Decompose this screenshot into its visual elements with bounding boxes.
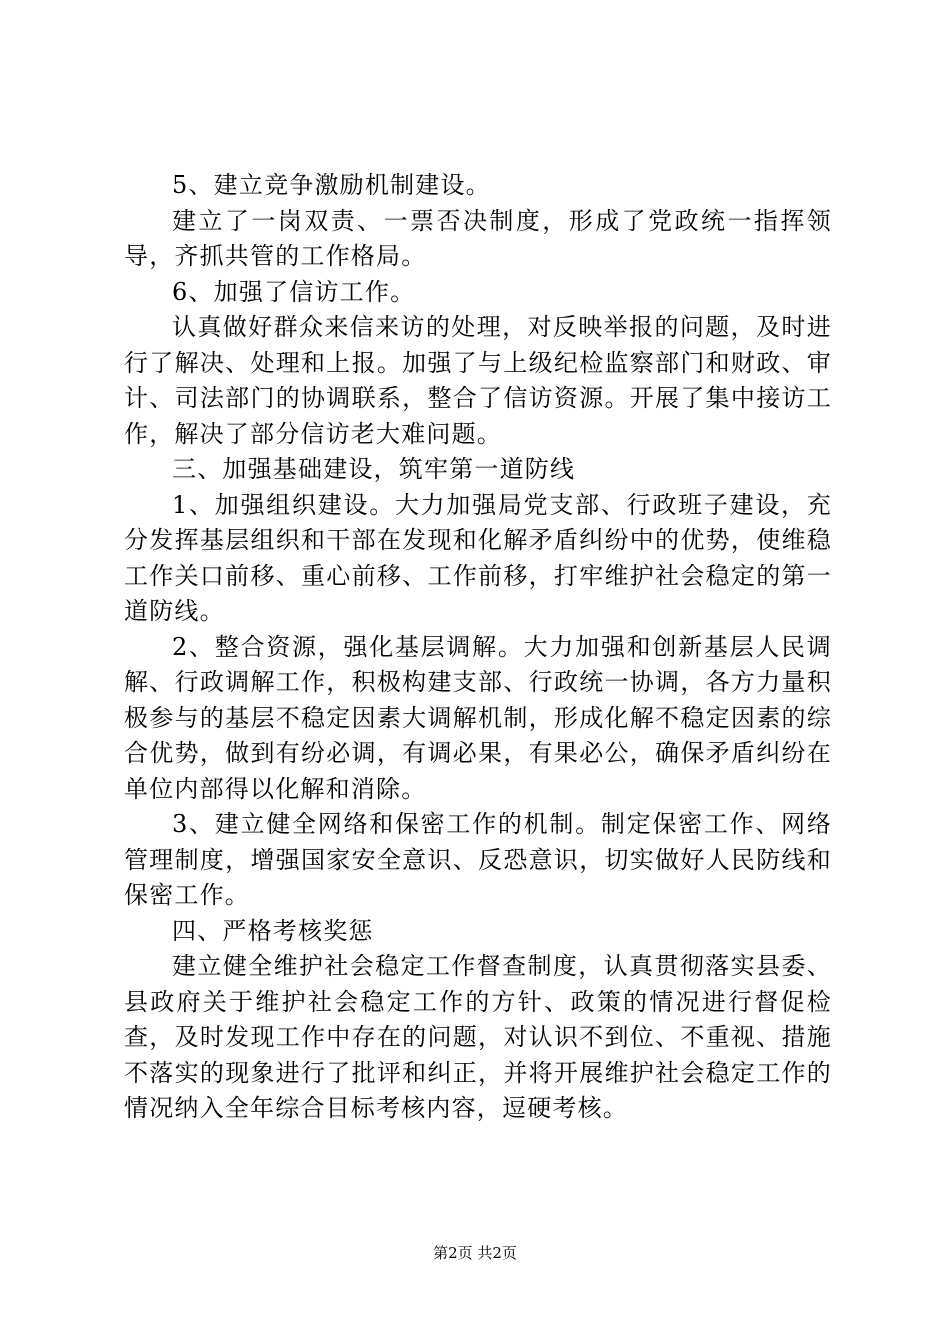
paragraph-part-3-item-1: 1、加强组织建设。大力加强局党支部、行政班子建设，充分发挥基层组织和干部在发现和化解矛盾纠纷中的优势，使维稳工作关口前移、重心前移、工作前移，打牢维护社会稳定的第一道防线。 xyxy=(124,490,832,625)
paragraph-section-5-heading: 5、建立竞争激励机制建设。 xyxy=(172,171,491,199)
paragraph-part-4-heading: 四、严格考核奖惩 xyxy=(172,916,374,945)
paragraph-section-5-body: 建立了一岗双责、一票否决制度，形成了党政统一指挥领导，齐抓共管的工作格局。 xyxy=(124,206,832,270)
paragraph-part-3-item-2: 2、整合资源，强化基层调解。大力加强和创新基层人民调解、行政调解工作，积极构建支部、行政统一协调，各方力量积极参与的基层不稳定因素大调解机制，形成化解不稳定因素的综合优势，做到有纷必调，有调必果，有果必公，确保矛盾纠纷在单位内部得以化解和消除。 xyxy=(124,632,832,803)
paragraph-part-4-body: 建立健全维护社会稳定工作督查制度，认真贯彻落实县委、县政府关于维护社会稳定工作的方针、政策的情况进行督促检查，及时发现工作中存在的问题，对认识不到位、不重视、措施不落实的现象进行了批评和纠正，并将开展维护社会稳定工作的情况纳入全年综合目标考核内容，逗硬考核。 xyxy=(124,952,832,1122)
paragraph-section-6-body: 认真做好群众来信来访的处理，对反映举报的问题，及时进行了解决、处理和上报。加强了与上级纪检监察部门和财政、审计、司法部门的协调联系，整合了信访资源。开展了集中接访工作，解决了部分信访老大难问题。 xyxy=(124,313,832,448)
page-number-footer: 第2页 共2页 xyxy=(433,1244,517,1262)
document-body xyxy=(124,168,832,1127)
paragraph-section-6-heading: 6、加强了信访工作。 xyxy=(172,277,416,306)
paragraph-part-3-item-3: 3、建立健全网络和保密工作的机制。制定保密工作、网络管理制度，增强国家安全意识、反恐意识，切实做好人民防线和保密工作。 xyxy=(124,810,832,909)
paragraph-part-3-heading: 三、加强基础建设，筑牢第一道防线 xyxy=(172,455,576,483)
